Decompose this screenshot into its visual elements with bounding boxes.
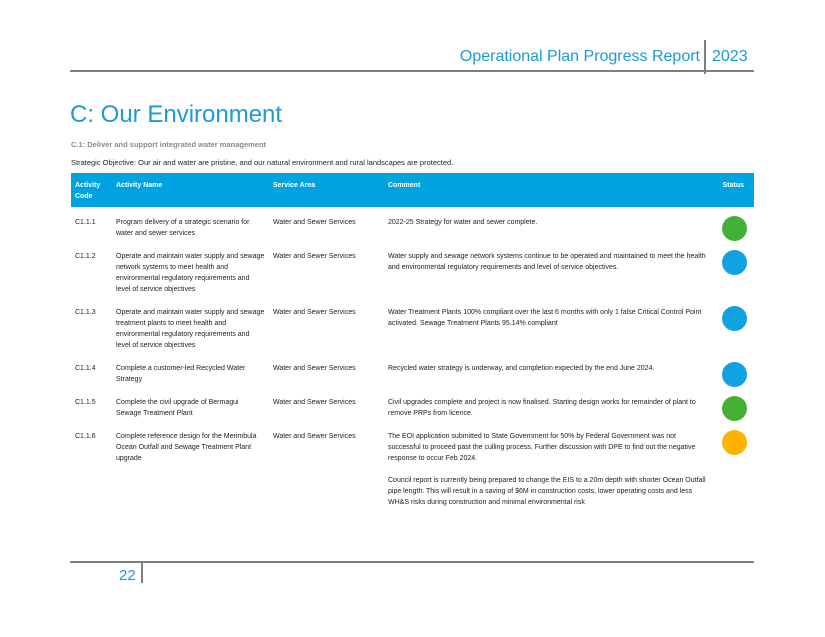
activities-table — [71, 173, 754, 514]
status-indicator — [722, 396, 747, 421]
col-header-comment: Comment — [388, 182, 421, 189]
comment-text: Water supply and sewage network systems continue to be operated and maintained to meet the health and environmental regulatory requirements and level of service objectives. — [388, 253, 706, 271]
comment-cell — [384, 391, 714, 425]
report-year: 2023 — [712, 48, 748, 65]
service-area: Water and Sewer Services — [273, 309, 356, 316]
activity-code: C1.1.1 — [75, 219, 96, 226]
comment-cell — [384, 207, 714, 245]
section-title: C: Our Environment — [70, 101, 283, 128]
table-header-row — [71, 173, 754, 207]
table-row — [71, 207, 754, 245]
comment-cell — [384, 301, 714, 357]
col-header-area: Service Area — [273, 182, 316, 189]
activity-name: Operate and maintain water supply and sewage network systems to meet health and environmental regulatory requirements and level of service objectives — [116, 253, 265, 293]
report-title: Operational Plan Progress Report — [459, 48, 700, 65]
activity-name: Complete the civil upgrade of Bermagui Sewage Treatment Plant — [116, 399, 239, 417]
page-number: 22 — [119, 567, 136, 584]
status-indicator — [722, 216, 747, 241]
col-header-code: Activity Code — [75, 182, 101, 200]
comment-text: Recycled water strategy is underway, and completion expected by the end June 2024. — [388, 365, 655, 372]
status-cell — [714, 425, 754, 514]
activity-code: C1.1.2 — [75, 253, 96, 260]
table-row — [71, 301, 754, 357]
activity-code: C1.1.5 — [75, 399, 96, 406]
comment-cell — [384, 245, 714, 301]
status-indicator — [722, 306, 747, 331]
footer-rule — [70, 561, 754, 563]
strategic-objective: Strategic Objective: Our air and water are pristine, and our natural environment and rural landscapes are protected. — [71, 158, 454, 167]
activity-name: Complete reference design for the Merimbula Ocean Outfall and Sewage Treatment Plant upgrade — [116, 433, 257, 462]
footer-separator — [141, 563, 143, 583]
status-cell — [714, 207, 754, 245]
col-header-name: Activity Name — [116, 182, 163, 189]
table-row — [71, 391, 754, 425]
table-row — [71, 425, 754, 514]
header-rule — [70, 70, 754, 72]
activity-name: Program delivery of a strategic scenario for water and sewer services — [116, 219, 250, 237]
activity-code: C1.1.6 — [75, 433, 96, 440]
comment-cell — [384, 357, 714, 391]
service-area: Water and Sewer Services — [273, 433, 356, 440]
comment-text: Civil upgrades complete and project is now finalised. Starting design works for remainder of plant to remove PRPs from licence. — [388, 399, 696, 417]
comment-text: 2022-25 Strategy for water and sewer complete. — [388, 219, 538, 226]
service-area: Water and Sewer Services — [273, 253, 356, 260]
service-area: Water and Sewer Services — [273, 399, 356, 406]
status-cell — [714, 391, 754, 425]
service-area: Water and Sewer Services — [273, 219, 356, 226]
activity-name: Operate and maintain water supply and sewage treatment plants to meet health and environmental regulatory requirements and level of service objectives — [116, 309, 265, 349]
col-header-status: Status — [722, 182, 744, 189]
comment-cell — [384, 425, 714, 514]
comment-text: Council report is currently being prepared to change the EIS to a 20m depth with shorter Ocean Outfall pipe length. This will result in a saving of $6M in construction costs, lower operating costs and less WH&S risks during construction and minimal environmental risk — [388, 477, 706, 506]
header-separator — [704, 40, 706, 74]
status-indicator — [722, 430, 747, 455]
status-cell — [714, 245, 754, 301]
service-area: Water and Sewer Services — [273, 365, 356, 372]
activity-code: C1.1.4 — [75, 365, 96, 372]
activity-code: C1.1.3 — [75, 309, 96, 316]
activity-name: Complete a customer-led Recycled Water Strategy — [116, 365, 246, 383]
status-indicator — [722, 362, 747, 387]
table-row — [71, 245, 754, 301]
section-subheading: C.1: Deliver and support integrated water management — [71, 140, 267, 149]
table-row — [71, 357, 754, 391]
comment-text: Water Treatment Plants 100% compliant over the last 6 months with only 1 false Critical Control Point activated. Sewage Treatment Plants 95.14% compliant — [388, 309, 702, 327]
status-indicator — [722, 250, 747, 275]
status-cell — [714, 357, 754, 391]
status-cell — [714, 301, 754, 357]
comment-text: The EOI application submitted to State Government for 50% by Federal Government was not successful to proceed past the culling process. Further discussion with DPE to find out the negative response to occur Feb 2024. — [388, 433, 696, 462]
